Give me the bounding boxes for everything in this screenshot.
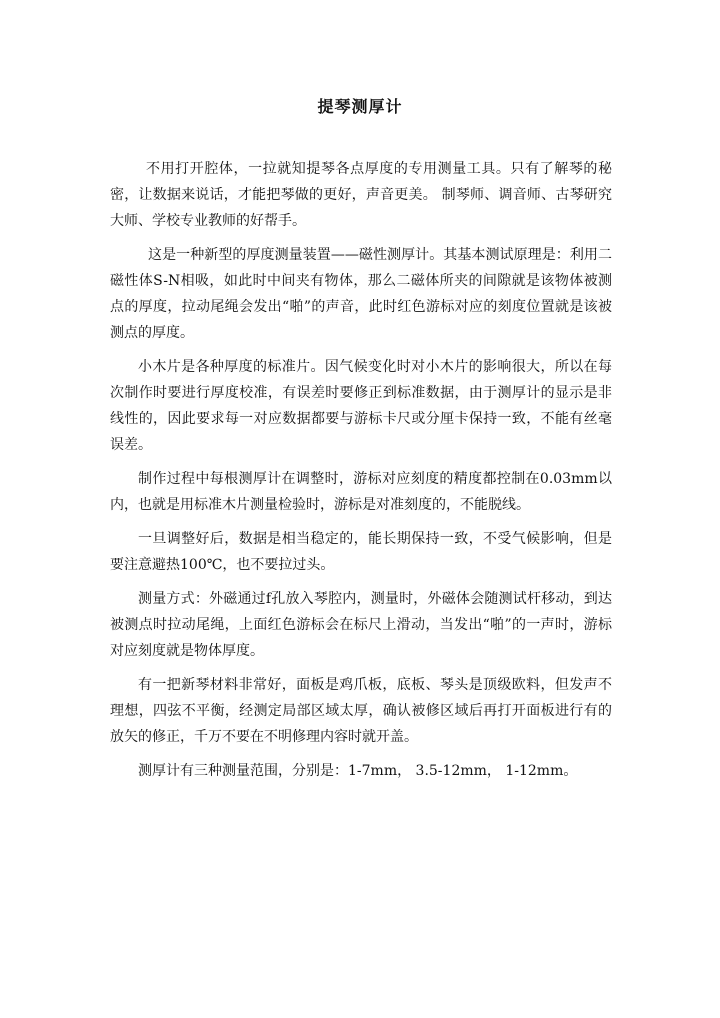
paragraph-method: 测量方式：外磁通过f孔放入琴腔内，测量时，外磁体会随测试杆移动，到达被测点时拉动尾绳，上面红色游标会在标尺上滑动，当发出“啪”的一声时，游标对应刻度就是物体厚度。 [110,591,612,659]
paragraph-example: 有一把新琴材料非常好，面板是鸡爪板，底板、琴头是顶级欧料，但发声不理想，四弦不平衡，经测定局部区域太厚，确认被修区域后再打开面板进行有的放矢的修正，千万不要在不明修理内容时就开盖。 [110,677,612,745]
document-title: 提琴测厚计 [317,97,403,116]
paragraph-calibration: 小木片是各种厚度的标准片。因气候变化时对小木片的影响很大，所以在每次制作时要进行厚度校准，有误差时要修正到标准数据，由于测厚计的显示是非线性的，因此要求每一对应数据都要与游标卡尺或分厘卡保持一致，不能有丝毫误差。 [110,359,612,453]
document-body [110,156,612,792]
paragraph-ranges: 测厚计有三种测量范围，分别是：1-7mm， 3.5-12mm， 1-12mm。 [138,763,578,779]
paragraph-intro: 不用打开腔体，一拉就知提琴各点厚度的专用测量工具。只有了解琴的秘密，让数据来说话，才能把琴做的更好，声音更美。 制琴师、调音师、古琴研究大师、学校专业教师的好帮手。 [110,161,612,229]
paragraph-precision: 制作过程中每根测厚计在调整时，游标对应刻度的精度都控制在0.03mm以内，也就是用标准木片测量检验时，游标是对准刻度的，不能脱线。 [110,471,612,513]
paragraph-stability: 一旦调整好后，数据是相当稳定的，能长期保持一致，不受气候影响，但是要注意避热100℃，也不要拉过头。 [110,531,612,573]
paragraph-principle: 这是一种新型的厚度测量装置——磁性测厚计。其基本测试原理是：利用二磁性体S-N相吸，如此时中间夹有物体，那么二磁体所夹的间隙就是该物体被测点的厚度，拉动尾绳会发出“啪”的声音，此时红色游标对应的刻度位置就是该被测点的厚度。 [110,247,612,341]
